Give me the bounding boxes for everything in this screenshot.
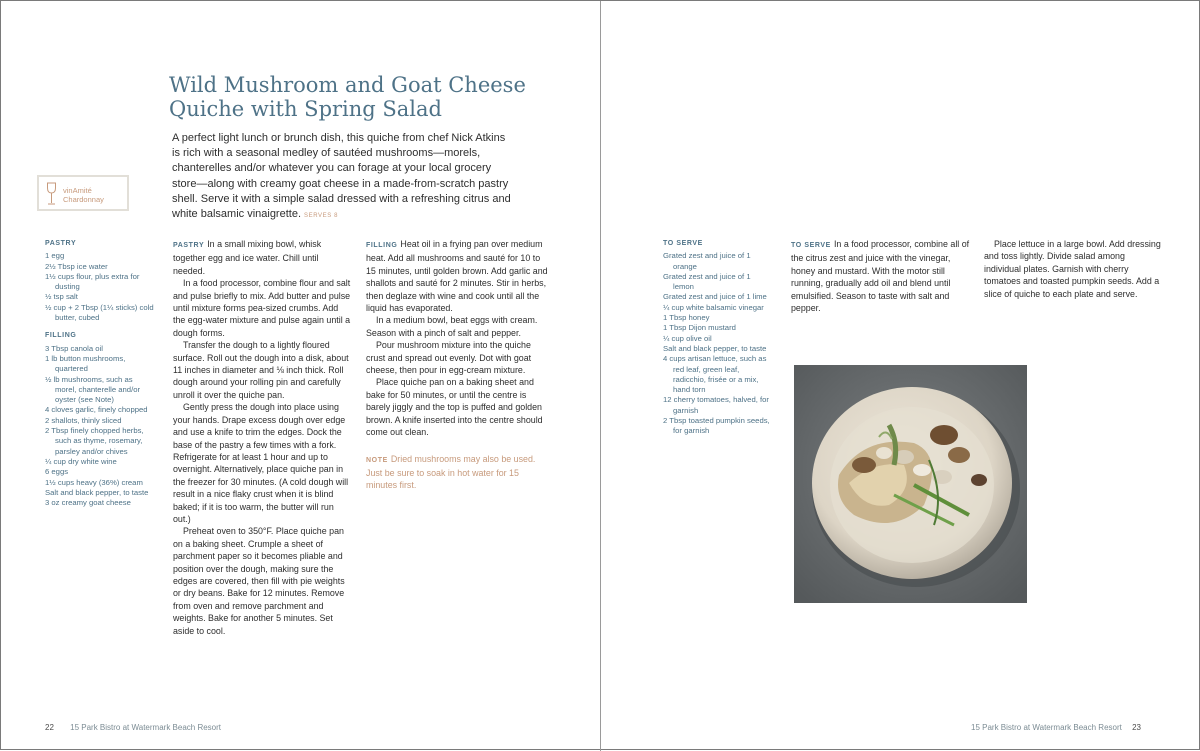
wine-pairing-text — [63, 186, 104, 204]
filling-method — [366, 238, 548, 492]
intro-line: store—along with creamy goat cheese in a made-from-scratch pastry — [172, 177, 509, 190]
wine-varietal: Chardonnay — [63, 195, 104, 204]
method-paragraph: In a food processor, combine flour and salt and pulse briefly to mix. Add butter and pulse until mixture forms pea-sized crumbs. Add the egg-water mixture and pulse again until a dough forms. — [173, 278, 351, 338]
method-text: Heat oil in a frying pan over medium heat. Add all mushrooms and sauté for 10 to 15 minutes, until golden brown. Add garlic and shallots and sauté for 2 minutes. Stir in herbs, then deglaze with wine and cook until all the liquid has evaporated. — [366, 239, 548, 314]
intro-line-last — [172, 207, 517, 224]
ingredient-item: Grated zest and juice of 1 lime — [663, 292, 767, 302]
ingredient-item: ¼ cup dry white wine — [45, 456, 117, 466]
ingredient-item: 1½ cups flour, plus extra for dusting — [45, 271, 140, 292]
footer-text: 15 Park Bistro at Watermark Beach Resort — [971, 723, 1122, 732]
quiche-salad-photo — [794, 365, 1027, 603]
recipe-note — [366, 453, 548, 492]
ingredient-item: Grated zest and juice of 1 orange — [663, 251, 751, 271]
ingredient-item: 1 Tbsp honey — [663, 313, 710, 323]
ingredient-item: Salt and black pepper, to taste — [663, 343, 767, 353]
ingredient-item: 1 lb button mushrooms, quartered — [45, 353, 126, 374]
ingredient-item: 12 cherry tomatoes, halved, for garnish — [663, 395, 769, 415]
serves-label: SERVES 8 — [304, 213, 339, 220]
ingredient-item: 2 Tbsp toasted pumpkin seeds, for garnish — [663, 416, 770, 436]
filling-heading: FILLING — [45, 332, 77, 340]
ingredient-item: 3 oz creamy goat cheese — [45, 498, 131, 508]
note-label: NOTE — [366, 456, 388, 464]
ingredient-item: 1 egg — [45, 251, 65, 261]
intro-line: A perfect light lunch or brunch dish, this quiche from chef Nick Atkins — [172, 132, 506, 144]
ingredient-item: ½ lb mushrooms, such as morel, chanterelle and/or oyster (see Note) — [45, 374, 141, 405]
serve-method-label: TO SERVE — [791, 242, 831, 249]
left-footer — [45, 723, 221, 732]
method-paragraph — [791, 238, 971, 314]
intro-line: shell. Serve it with a simple salad dressed with a refreshing citrus and — [172, 192, 511, 205]
page-gutter — [600, 1, 601, 751]
method-paragraph — [366, 238, 548, 314]
right-footer — [971, 723, 1141, 732]
method-paragraph: In a medium bowl, beat eggs with cream. Season with a pinch of salt and pepper. — [366, 315, 538, 338]
method-paragraph: Place quiche pan on a baking sheet and bake for 50 minutes, or until the centre is barely jiggly and the top is puffed and golden brown. A knife inserted into the centre should come out clean. — [366, 377, 543, 438]
serve-ingredients-list — [663, 239, 773, 437]
ingredient-item: 3 Tbsp canola oil — [45, 343, 103, 353]
method-paragraph: Preheat oven to 350°F. Place quiche pan on a baking sheet. Crumple a sheet of parchment paper so it becomes pliable and position over the dough, making sure the edges are covered, then fill with pie weights or dry beans. Bake for 12 minutes. Remove from oven and remove parchment and weights. Bake for another 5 minutes. Set aside to cool. — [173, 526, 345, 636]
food-photo-illustration — [794, 365, 1027, 603]
intro-line: white balsamic vinaigrette. — [172, 208, 302, 221]
wine-pairing-box — [37, 175, 129, 211]
title-line: Quiche with Spring Salad — [169, 97, 442, 121]
ingredient-item: 2½ Tbsp ice water — [45, 261, 108, 271]
ingredients-list — [45, 239, 155, 508]
filling-method-label: FILLING — [366, 242, 398, 249]
recipe-intro — [172, 131, 517, 224]
serve-heading: TO SERVE — [663, 240, 703, 247]
method-text: In a food processor, combine all of the citrus zest and juice with the vinegar, honey and mustard. With the motor still running, gradually add oil and blend until emulsified. Season to taste with salt and pepper. — [791, 239, 970, 314]
pastry-method-label: PASTRY — [173, 242, 205, 249]
ingredient-item: 1½ cups heavy (36%) cream — [45, 477, 143, 487]
method-paragraph: Gently press the dough into place using your hands. Drape excess dough over edge and use a knife to trim the edges. Dock the base of the pastry a few times with a fork. Refrigerate for at least 1 hour and up to overnight. Alternatively, place quiche pan in the freezer for 30 minutes. (A cold dough will result in a nice flaky crust when it is blind baked; if it is too warm, the butter will run out.) — [173, 402, 349, 524]
ingredient-item: Grated zest and juice of 1 lemon — [663, 271, 751, 292]
method-paragraph: Transfer the dough to a lightly floured surface. Roll out the dough into a disk, about 11 inches in diameter and ⅛ inch thick. Roll dough around your rolling pin and carefully unroll it over the quiche pan. — [173, 340, 349, 400]
footer-text: 15 Park Bistro at Watermark Beach Resort — [70, 723, 222, 732]
recipe-title — [169, 73, 569, 121]
ingredient-item: ¼ cup olive oil — [663, 333, 712, 343]
page-number: 22 — [45, 723, 54, 732]
title-line: Wild Mushroom and Goat Cheese — [169, 73, 526, 97]
ingredient-item: 4 cloves garlic, finely chopped — [45, 405, 148, 415]
ingredient-item: 1 Tbsp Dijon mustard — [663, 323, 736, 333]
ingredient-item: 4 cups artisan lettuce, such as red leaf, green leaf, radicchio, frisée or a mix, hand torn — [663, 354, 767, 395]
serve-method-col2 — [984, 238, 1164, 300]
ingredient-item: 6 eggs — [45, 467, 69, 477]
pastry-heading: PASTRY — [45, 240, 77, 247]
ingredient-item: 2 Tbsp finely chopped herbs, such as thyme, rosemary, parsley and/or chives — [45, 426, 144, 456]
intro-line: chanterelles and/or whatever you can forage at your local grocery — [172, 162, 492, 175]
page-number: 23 — [1132, 723, 1142, 732]
method-paragraph — [173, 238, 353, 277]
wine-producer: vinAmité — [63, 186, 92, 195]
method-paragraph: Place lettuce in a large bowl. Add dressing and toss lightly. Divide salad among individual plates. Garnish with cherry tomatoes and toasted pumpkin seeds. Add a slice of quiche to each plate and serve. — [984, 239, 1161, 299]
serve-method-col1 — [791, 238, 971, 314]
pastry-method — [173, 238, 353, 637]
intro-line: is rich with a seasonal medley of sautéed mushrooms—morels, — [172, 147, 481, 160]
note-text: Dried mushrooms may also be used. Just be sure to soak in hot water for 15 minutes first. — [366, 453, 536, 491]
ingredient-item: ¼ cup white balsamic vinegar — [663, 302, 764, 312]
wine-glass-icon — [46, 182, 57, 206]
ingredient-item: ½ tsp salt — [45, 292, 78, 302]
ingredient-item: Salt and black pepper, to taste — [45, 487, 149, 497]
method-paragraph: Pour mushroom mixture into the quiche crust and spread out evenly. Dot with goat cheese, then pour in egg-cream mixture. — [366, 340, 532, 376]
method-text: In a small mixing bowl, whisk together egg and ice water. Chill until needed. — [173, 239, 322, 276]
ingredient-item: 2 shallots, thinly sliced — [45, 415, 122, 425]
ingredient-item: ½ cup + 2 Tbsp (1¼ sticks) cold butter, cubed — [45, 302, 154, 323]
